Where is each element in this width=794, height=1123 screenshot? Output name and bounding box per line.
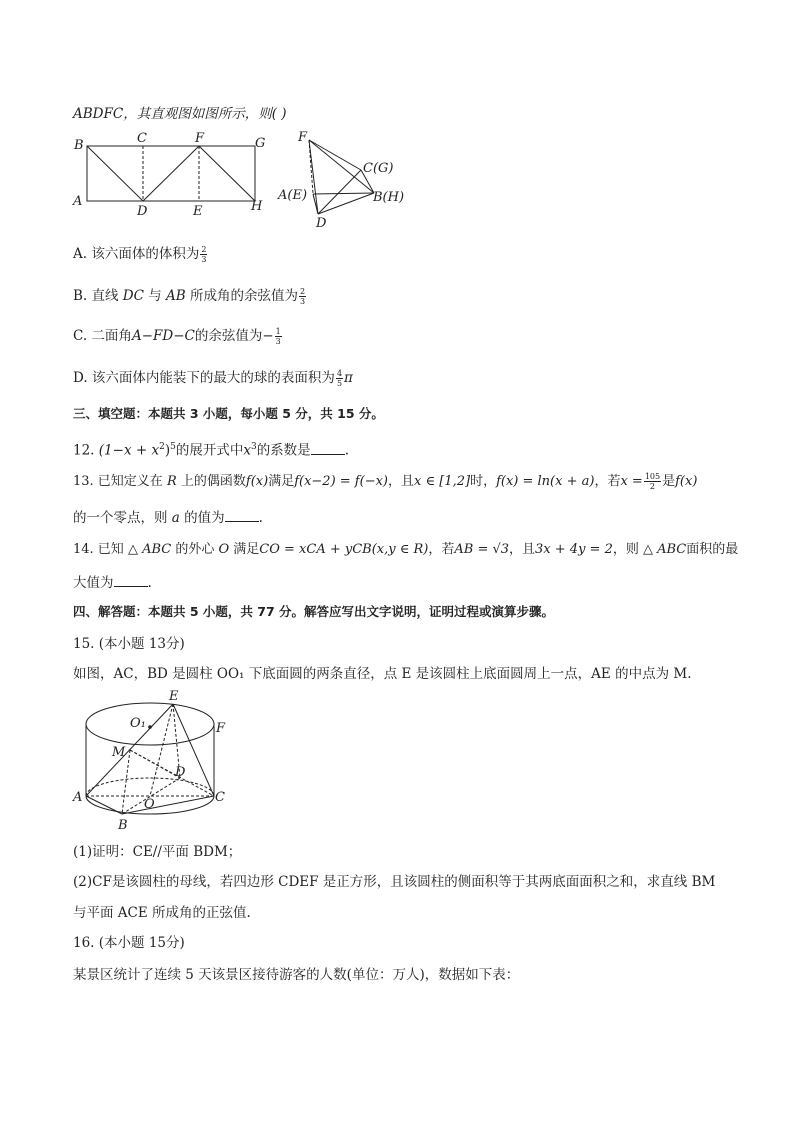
- question-13-line-2: 的一个零点，则 a 的值为 .: [73, 510, 263, 526]
- question-15-part-1: (1)证明：CE//平面 BDM；: [73, 844, 242, 860]
- solid-label-BH: B(H): [373, 190, 405, 205]
- option-c: C. 二面角A−FD−C的余弦值为− $\frac{1}{3}$: [73, 327, 281, 346]
- cyl-label-B: B: [118, 818, 128, 832]
- q11-intro: ABDFC，其直观图如图所示，则( ): [73, 106, 287, 122]
- figure-net: [70, 130, 280, 230]
- net-label-C: C: [137, 131, 147, 146]
- option-b-fraction: $\frac{2}{3}$: [300, 287, 306, 306]
- question-14-line-2: 大值为 .: [73, 575, 152, 591]
- option-d: D. 该六面体内能装下的最大的球的表面积为 $\frac{4}{5}$ π: [73, 369, 353, 388]
- solid-label-F: F: [298, 130, 308, 145]
- figure-solid: [276, 128, 411, 230]
- question-16-text: 某景区统计了连续 5 天该景区接待游客的人数(单位：万人)，数据如下表：: [73, 967, 520, 983]
- cyl-label-M: M: [112, 745, 126, 760]
- question-13-line-1: 13. 已知定义在 R 上的偶函数f(x)满足f(x−2) = f(−x)，且x ∈ [1,2]时，f(x) = ln(x + a)，若x = $\frac{105}{2}$ 是f(x): [73, 472, 698, 491]
- question-16-title: 16. (本小题 15分): [73, 935, 185, 951]
- solid-label-AE: A(E): [278, 188, 308, 203]
- net-label-F: F: [195, 131, 205, 146]
- net-label-H: H: [251, 199, 263, 214]
- net-label-B: B: [74, 138, 84, 153]
- net-label-A: A: [73, 194, 83, 209]
- option-a-fraction: $\frac{2}{3}$: [201, 245, 207, 264]
- cyl-label-E: E: [169, 690, 179, 704]
- option-d-fraction: $\frac{4}{5}$: [336, 369, 343, 388]
- solid-label-CG: C(G): [363, 161, 394, 176]
- option-a: A. 该六面体的体积为 $\frac{2}{3}$: [73, 245, 207, 264]
- question-12: 12. $(1-x + x^2)^5$的展开式中$x^3$的系数是 .: [73, 442, 349, 459]
- net-label-D: D: [137, 204, 148, 219]
- question-15-part-2-line-1: (2)CF是该圆柱的母线，若四边形 CDEF 是正方形，且该圆柱的侧面积等于其两底面面积之和，求直线 BM: [73, 874, 716, 890]
- solid-label-D: D: [316, 216, 327, 230]
- question-15-text: 如图，AC，BD 是圆柱 OO₁ 下底面圆的两条直径，点 E 是该圆柱上底面圆周上一点，AE 的中点为 M.: [73, 666, 692, 682]
- net-label-G: G: [255, 136, 266, 151]
- cyl-label-C: C: [215, 790, 225, 805]
- cyl-label-F: F: [216, 721, 226, 736]
- question-15-part-2-line-2: 与平面 ACE 所成角的正弦值.: [73, 905, 251, 921]
- q13-fraction: $\frac{105}{2}$: [644, 472, 661, 491]
- section-4-heading: 四、解答题：本题共 5 小题，共 77 分。解答应写出文字说明，证明过程或演算步骤。: [73, 604, 555, 619]
- question-15-title: 15. (本小题 13分): [73, 636, 185, 652]
- figure-cylinder: [70, 690, 240, 832]
- option-c-fraction: $\frac{1}{3}$: [275, 327, 281, 346]
- answer-blank-14: [114, 574, 148, 587]
- cyl-label-O1: O₁: [130, 716, 146, 731]
- net-label-E: E: [193, 204, 203, 219]
- question-14-line-1: 14. 已知 △ ABC 的外心 O 满足CO = xCA + yCB(x,y ∈ R)，若AB = √3，且3x + 4y = 2，则 △ ABC面积的最: [73, 542, 739, 557]
- option-b: B. 直线 DC 与 AB 所成角的余弦值为 $\frac{2}{3}$: [73, 287, 306, 306]
- answer-blank-12: [311, 442, 345, 455]
- cyl-label-O: O: [144, 797, 155, 812]
- answer-blank-13: [225, 509, 259, 522]
- cyl-label-A: A: [73, 790, 83, 805]
- cyl-label-D: D: [175, 765, 186, 780]
- section-3-heading: 三、填空题：本题共 3 小题，每小题 5 分，共 15 分。: [73, 406, 384, 421]
